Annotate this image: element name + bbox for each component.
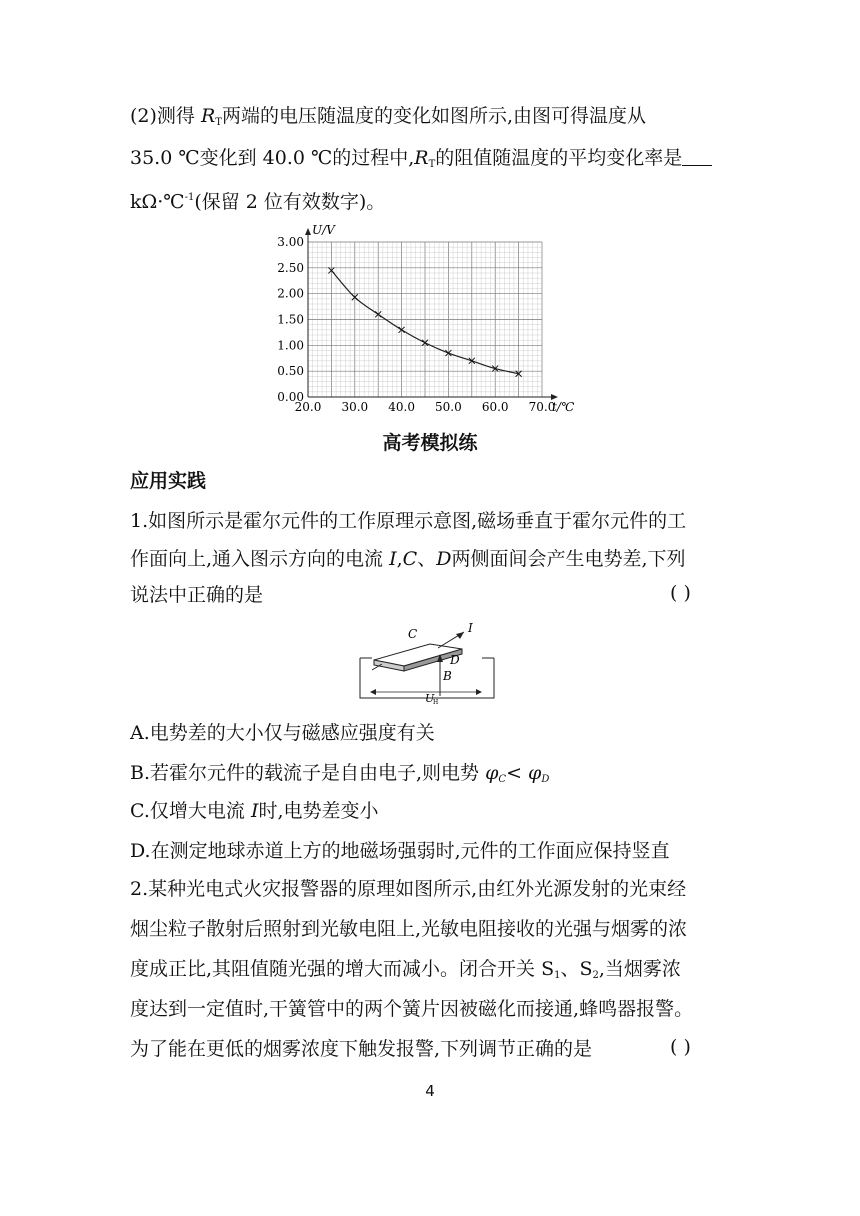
q2-line-2: 35.0 ℃变化到 40.0 ℃的过程中$,R_T$的阻值随温度的平均变化率是 bbox=[130, 145, 712, 178]
q2b-line-3: 度成正比,其阻值随光强的增大而减小。闭合开关 $S_1$、$S_2$,当烟雾浓 bbox=[130, 958, 681, 981]
q2b-line-2: 烟尘粒子散射后照射到光敏电阻上,光敏电阻接收的光强与烟雾的浓 bbox=[130, 918, 688, 940]
chart-grid bbox=[308, 242, 542, 397]
q1-line-3: 说法中正确的是 bbox=[130, 584, 264, 606]
q1-line-1: 1.如图所示是霍尔元件的工作原理示意图,磁场垂直于霍尔元件的工 bbox=[130, 510, 687, 532]
y-tick-label: 2.50 bbox=[277, 260, 304, 275]
x-tick-label: 30.0 bbox=[341, 400, 369, 414]
q1-option-d[interactable]: D.在测定地球赤道上方的地磁场强弱时,元件的工作面应保持竖直 bbox=[130, 840, 670, 862]
x-tick-label: 60.0 bbox=[481, 400, 509, 414]
q2b-line-4: 度达到一定值时,干簧管中的两个簧片因被磁化而接通,蜂鸣器报警。 bbox=[130, 998, 694, 1020]
label-i: I bbox=[468, 621, 473, 635]
label-c: C bbox=[408, 627, 418, 641]
chart-axes bbox=[305, 228, 558, 400]
y-tick-label: 1.00 bbox=[277, 338, 304, 353]
q1-option-a[interactable]: A.电势差的大小仅与磁感应强度有关 bbox=[130, 722, 435, 744]
label-d: D bbox=[450, 653, 460, 667]
q2b-line-1: 2.某种光电式火灾报警器的原理如图所示,由红外光源发射的光束经 bbox=[130, 878, 687, 900]
label-u-sub: H bbox=[433, 699, 439, 706]
voltage-temperature-chart bbox=[270, 222, 575, 417]
section-subtitle: 应用实践 bbox=[130, 470, 207, 492]
y-tick-label: 0.50 bbox=[277, 364, 304, 379]
x-axis-label: t/℃ bbox=[552, 400, 575, 414]
answer-blank[interactable] bbox=[682, 147, 712, 166]
q1-option-c[interactable]: C.仅增大电流 I时,电势差变小 bbox=[130, 800, 379, 822]
q2-line-3: kΩ·℃$^{-1}$(保留 2 位有效数字)。 bbox=[130, 191, 386, 213]
x-tick-label: 20.0 bbox=[294, 400, 322, 414]
label-u: U bbox=[425, 692, 435, 705]
x-tick-label: 40.0 bbox=[388, 400, 415, 414]
y-axis-arrow bbox=[305, 228, 311, 235]
q2b-answer-paren[interactable]: ( ) bbox=[670, 1036, 691, 1058]
page-number: 4 bbox=[425, 1082, 435, 1100]
q1-option-b[interactable]: B.若霍尔元件的载流子是自由电子,则电势 $\varphi_C< \varphi_D$ bbox=[130, 762, 550, 785]
q1-line-2: 作面向上,通入图示方向的电流 I,C、D两侧面间会产生电势差,下列 bbox=[130, 548, 686, 570]
q2b-line-5: 为了能在更低的烟雾浓度下触发报警,下列调节正确的是 bbox=[130, 1038, 593, 1060]
q2-line-1: (2)测得 $R_T$两端的电压随温度的变化如图所示,由图可得温度从 bbox=[130, 105, 646, 128]
q1-answer-paren[interactable]: ( ) bbox=[670, 582, 691, 604]
y-tick-label: 1.50 bbox=[277, 312, 304, 327]
label-b: B bbox=[443, 669, 452, 683]
x-tick-label: 70.0 bbox=[528, 400, 556, 414]
section-title: 高考模拟练 bbox=[382, 432, 478, 454]
hall-element-figure bbox=[352, 618, 502, 706]
y-tick-label: 2.00 bbox=[277, 286, 304, 301]
x-tick-label: 50.0 bbox=[435, 400, 462, 414]
y-tick-label: 3.00 bbox=[277, 235, 304, 249]
y-axis-label: U/V bbox=[312, 223, 335, 237]
y-tick-label: 0.00 bbox=[277, 390, 304, 404]
